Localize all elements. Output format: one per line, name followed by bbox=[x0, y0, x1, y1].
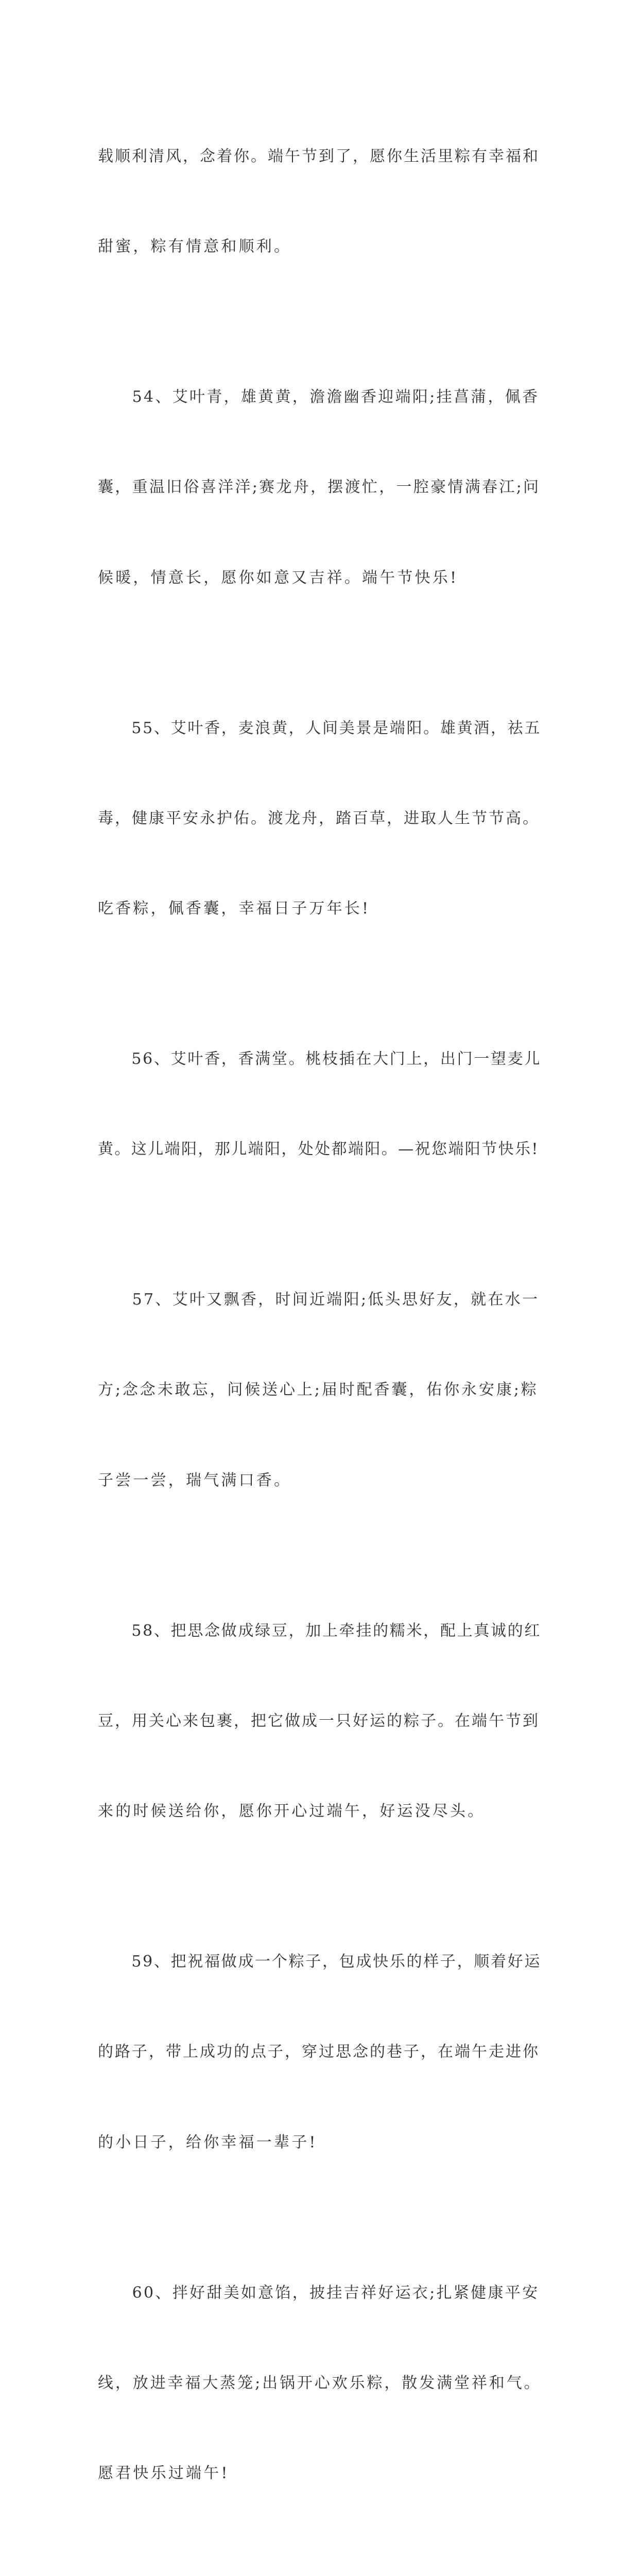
text-line: 豆，用关心来包裹，把它做成一只好运的粽子。在端午节到 bbox=[98, 1711, 540, 1730]
paragraph-55 bbox=[98, 653, 542, 984]
text-line: 的路子，带上成功的点子，穿过思念的巷子，在端午走进你 bbox=[98, 2043, 540, 2061]
paragraph-58 bbox=[98, 1556, 542, 1887]
text-line: 60、拌好甜美如意馅，披挂吉祥好运衣;扎紧健康平安 bbox=[98, 2283, 540, 2302]
text-line: 愿君快乐过端午! bbox=[98, 2464, 230, 2483]
text-line: 吃香粽，佩香囊，幸福日子万年长! bbox=[98, 899, 371, 918]
text-line: 57、艾叶又飘香，时间近端阳;低头思好友，就在水一 bbox=[98, 1291, 540, 1309]
paragraph-continuation bbox=[98, 81, 542, 322]
text-line: 来的时候送给你，愿你开心过端午，好运没尽头。 bbox=[98, 1802, 486, 1821]
text-line: 甜蜜，粽有情意和顺利。 bbox=[98, 238, 292, 256]
text-line: 59、把祝福做成一个粽子，包成快乐的样子，顺着好运 bbox=[98, 1953, 542, 1971]
text-line: 线，放进幸福大蒸笼;出锅开心欢乐粽，散发满堂祥和气。 bbox=[98, 2374, 542, 2392]
text-line: 的小日子，给你幸福一辈子! bbox=[98, 2133, 318, 2151]
paragraph-60 bbox=[98, 2218, 542, 2549]
text-line: 载顺利清风，念着你。端午节到了，愿你生活里粽有幸福和 bbox=[98, 147, 540, 165]
text-line: 子尝一尝，瑞气满口香。 bbox=[98, 1471, 292, 1489]
text-line: 候暖，情意长，愿你如意又吉祥。端午节快乐! bbox=[98, 568, 459, 587]
paragraph-56 bbox=[98, 984, 542, 1225]
text-line: 黄。这儿端阳，那儿端阳，处处都端阳。—祝您端阳节快乐! bbox=[98, 1140, 539, 1159]
paragraph-61 bbox=[98, 2549, 542, 2576]
text-line: 囊，重温旧俗喜洋洋;赛龙舟，摆渡忙，一腔豪情满春江;问 bbox=[98, 478, 541, 497]
paragraph-54 bbox=[98, 322, 542, 653]
text-line: 方;念念未敢忘，问候送心上;届时配香囊，佑你永安康;粽 bbox=[98, 1381, 539, 1399]
document-body bbox=[98, 81, 542, 2576]
text-line: 54、艾叶青，雄黄黄，澹澹幽香迎端阳;挂菖蒲，佩香 bbox=[98, 388, 540, 406]
text-line: 毒，健康平安永护佑。渡龙舟，踏百草，进取人生节节高。 bbox=[98, 809, 540, 827]
text-line: 58、把思念做成绿豆，加上牵挂的糯米，配上真诚的红 bbox=[98, 1621, 542, 1640]
text-line: 55、艾叶香，麦浪黄，人间美景是端阳。雄黄酒，祛五 bbox=[98, 719, 542, 737]
text-line: 56、艾叶香，香满堂。桃枝插在大门上，出门一望麦儿 bbox=[98, 1050, 542, 1068]
paragraph-57 bbox=[98, 1225, 542, 1555]
paragraph-59 bbox=[98, 1887, 542, 2217]
